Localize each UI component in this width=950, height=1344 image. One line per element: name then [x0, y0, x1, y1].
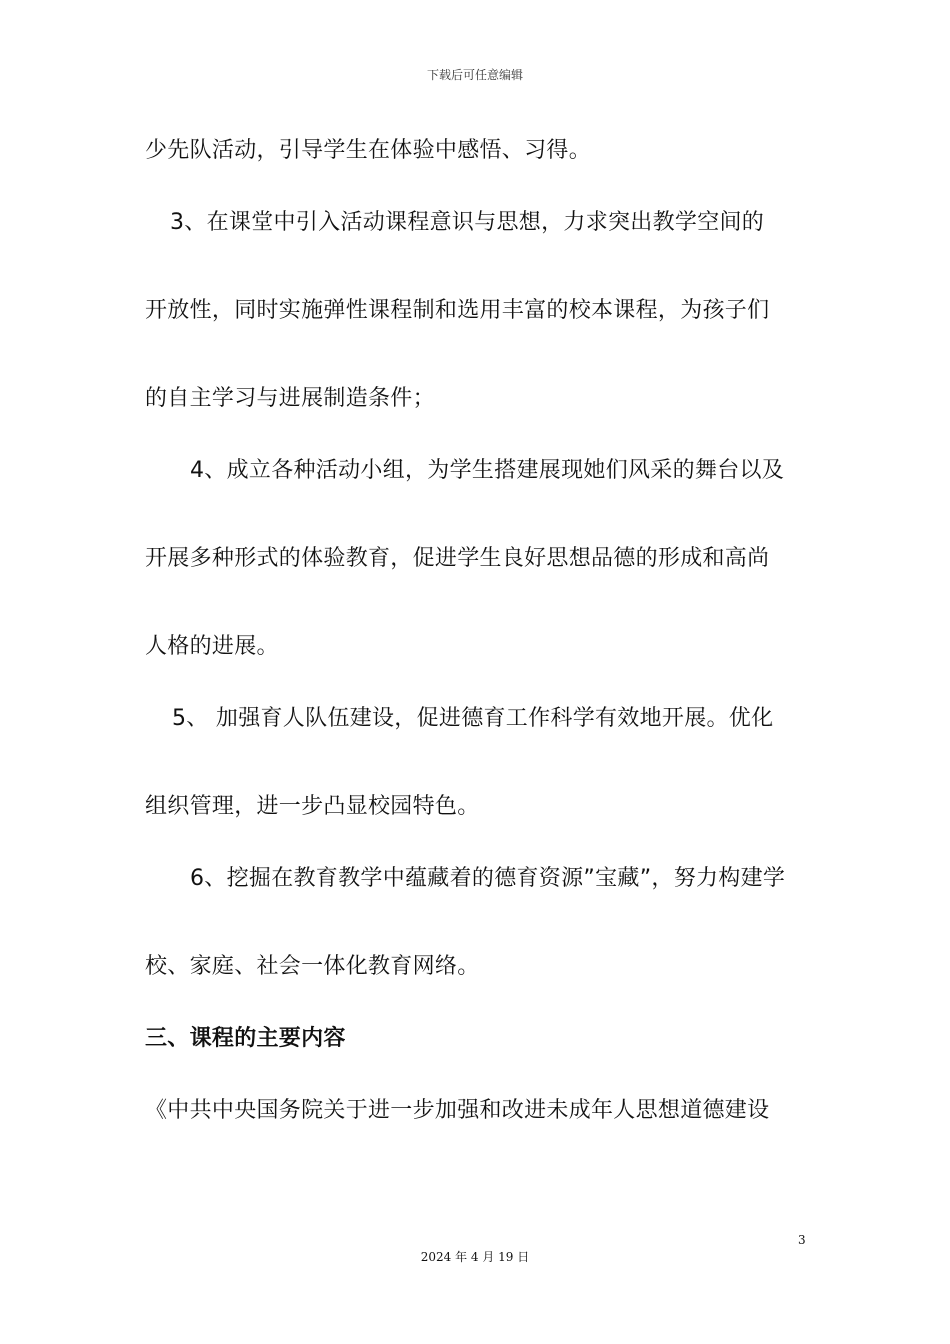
text-line: 组织管理，进一步凸显校园特色。	[145, 794, 480, 819]
text-line: 校、家庭、社会一体化教育网络。	[145, 954, 480, 979]
footer-date: 2024 年 4 月 19 日	[420, 1250, 530, 1264]
text-line: 少先队活动，引导学生在体验中感悟、习得。	[145, 138, 592, 163]
text-line: 3、在课堂中引入活动课程意识与思想，力求突出教学空间的	[170, 210, 765, 235]
text-line: 人格的进展。	[145, 634, 279, 659]
text-line: 开放性，同时实施弹性课程制和选用丰富的校本课程，为孩子们	[145, 298, 770, 323]
text-line: 4、成立各种活动小组，为学生搭建展现她们风采的舞台以及	[190, 458, 785, 483]
page-header: 下载后可任意编辑	[426, 68, 523, 82]
text-line: 的自主学习与进展制造条件；	[145, 386, 435, 411]
text-line: 6、挖掘在教育教学中蕴藏着的德育资源”宝藏”，努力构建学	[190, 866, 786, 891]
text-line: 开展多种形式的体验教育，促进学生良好思想品德的形成和高尚	[145, 546, 770, 571]
page-number: 3	[798, 1233, 806, 1247]
text-line: 5、 加强育人队伍建设，促进德育工作科学有效地开展。优化	[172, 706, 774, 731]
text-line: 《中共中央国务院关于进一步加强和改进未成年人思想道德建设	[145, 1098, 770, 1123]
section-heading: 三、课程的主要内容	[145, 1026, 346, 1051]
